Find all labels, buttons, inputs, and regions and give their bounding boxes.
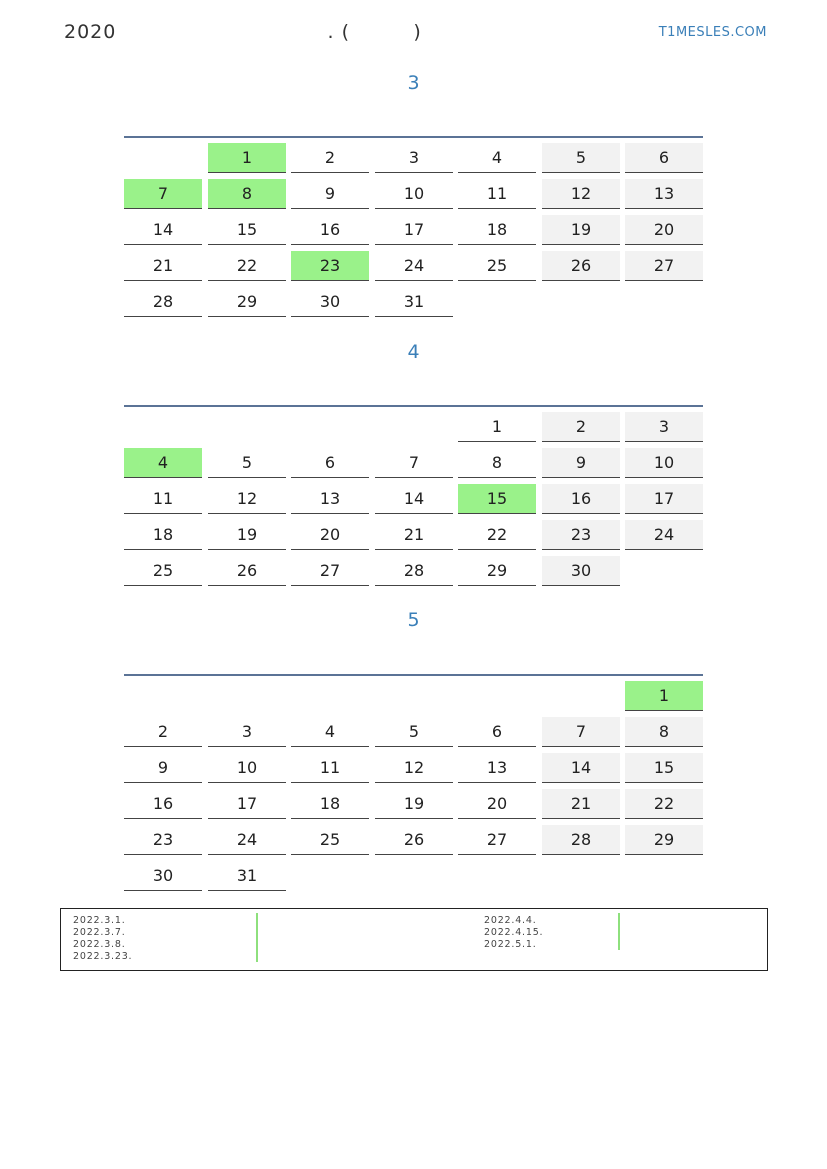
- day-cell: 9: [542, 448, 620, 478]
- day-cell: 24: [625, 520, 703, 550]
- legend-entry: 2022.3.1.: [73, 915, 126, 926]
- day-cell: 19: [542, 215, 620, 245]
- day-cell: 17: [208, 789, 286, 819]
- day-cell: 29: [625, 825, 703, 855]
- day-cell: 7: [542, 717, 620, 747]
- day-cell: 9: [124, 753, 202, 783]
- legend-column-left: [73, 915, 132, 963]
- legend-entry: 2022.3.8.: [73, 939, 126, 950]
- day-cell: 18: [458, 215, 536, 245]
- day-cell: 29: [458, 556, 536, 586]
- day-cell: 30: [542, 556, 620, 586]
- day-cell: 1: [208, 143, 286, 173]
- day-cell: 16: [291, 215, 369, 245]
- day-cell: 7: [375, 448, 453, 478]
- day-cell: 8: [208, 179, 286, 209]
- day-cell: 14: [375, 484, 453, 514]
- legend-entry: 2022.5.1.: [484, 939, 537, 950]
- day-cell: 30: [291, 287, 369, 317]
- day-cell: 10: [208, 753, 286, 783]
- day-cell: 18: [124, 520, 202, 550]
- day-cell: 26: [542, 251, 620, 281]
- day-cell: 5: [375, 717, 453, 747]
- day-cell: 25: [291, 825, 369, 855]
- day-cell: 17: [375, 215, 453, 245]
- day-cell: 25: [124, 556, 202, 586]
- day-cell: 17: [625, 484, 703, 514]
- day-cell: 28: [124, 287, 202, 317]
- day-cell: 25: [458, 251, 536, 281]
- day-cell: 6: [625, 143, 703, 173]
- day-cell: 16: [542, 484, 620, 514]
- day-cell: 16: [124, 789, 202, 819]
- legend-entry: 2022.3.7.: [73, 927, 126, 938]
- day-cell: 5: [208, 448, 286, 478]
- day-cell: 3: [375, 143, 453, 173]
- day-cell: 28: [375, 556, 453, 586]
- month-title-may: 5: [407, 609, 420, 631]
- legend-color-marker: [618, 913, 620, 950]
- day-cell: 10: [625, 448, 703, 478]
- day-cell: 12: [542, 179, 620, 209]
- day-cell: 23: [291, 251, 369, 281]
- day-cell: 19: [208, 520, 286, 550]
- day-cell: 20: [291, 520, 369, 550]
- page-header: [0, 0, 827, 60]
- day-cell: 15: [208, 215, 286, 245]
- day-cell: 1: [625, 681, 703, 711]
- day-cell: 13: [625, 179, 703, 209]
- day-cell: 20: [458, 789, 536, 819]
- legend-entry: 2022.4.15.: [484, 927, 544, 938]
- day-cell: 5: [542, 143, 620, 173]
- day-cell: 11: [458, 179, 536, 209]
- day-cell: 6: [291, 448, 369, 478]
- day-cell: 11: [291, 753, 369, 783]
- day-cell: 3: [625, 412, 703, 442]
- day-cell: 24: [375, 251, 453, 281]
- day-cell: 8: [625, 717, 703, 747]
- day-cell: 1: [458, 412, 536, 442]
- page-title: 2020 . ( ): [64, 21, 422, 43]
- day-cell: 13: [291, 484, 369, 514]
- site-logo[interactable]: T1MESLES.COM: [658, 25, 767, 40]
- day-cell: 21: [375, 520, 453, 550]
- day-cell: 12: [208, 484, 286, 514]
- day-cell: 22: [625, 789, 703, 819]
- day-cell: 3: [208, 717, 286, 747]
- day-cell: 23: [124, 825, 202, 855]
- day-cell: 4: [124, 448, 202, 478]
- day-cell: 4: [458, 143, 536, 173]
- day-cell: 14: [124, 215, 202, 245]
- day-cell: 27: [458, 825, 536, 855]
- day-cell: 2: [542, 412, 620, 442]
- calendar-top-rule: [124, 405, 703, 407]
- day-cell: 21: [542, 789, 620, 819]
- day-cell: 14: [542, 753, 620, 783]
- calendar-top-rule: [124, 136, 703, 138]
- day-cell: 12: [375, 753, 453, 783]
- legend-entry: 2022.4.4.: [484, 915, 537, 926]
- day-cell: 31: [208, 861, 286, 891]
- month-title-march: 3: [407, 72, 420, 94]
- day-cell: 15: [458, 484, 536, 514]
- day-cell: 2: [124, 717, 202, 747]
- day-cell: 21: [124, 251, 202, 281]
- day-cell: 13: [458, 753, 536, 783]
- day-cell: 8: [458, 448, 536, 478]
- day-cell: 2: [291, 143, 369, 173]
- day-cell: 20: [625, 215, 703, 245]
- day-cell: 10: [375, 179, 453, 209]
- day-cell: 26: [208, 556, 286, 586]
- day-cell: 29: [208, 287, 286, 317]
- day-cell: 11: [124, 484, 202, 514]
- day-cell: 27: [291, 556, 369, 586]
- day-cell: 23: [542, 520, 620, 550]
- day-cell: 26: [375, 825, 453, 855]
- day-cell: 7: [124, 179, 202, 209]
- day-cell: 27: [625, 251, 703, 281]
- day-cell: 19: [375, 789, 453, 819]
- day-cell: 18: [291, 789, 369, 819]
- day-cell: 24: [208, 825, 286, 855]
- day-cell: 4: [291, 717, 369, 747]
- day-cell: 28: [542, 825, 620, 855]
- legend-entry: 2022.3.23.: [73, 951, 133, 962]
- day-cell: 15: [625, 753, 703, 783]
- day-cell: 30: [124, 861, 202, 891]
- holiday-legend: [60, 908, 768, 971]
- day-cell: 31: [375, 287, 453, 317]
- calendar-top-rule: [124, 674, 703, 676]
- month-title-april: 4: [407, 341, 420, 363]
- legend-column-right: [484, 915, 543, 951]
- legend-color-marker: [256, 913, 258, 962]
- day-cell: 22: [458, 520, 536, 550]
- day-cell: 22: [208, 251, 286, 281]
- day-cell: 9: [291, 179, 369, 209]
- day-cell: 6: [458, 717, 536, 747]
